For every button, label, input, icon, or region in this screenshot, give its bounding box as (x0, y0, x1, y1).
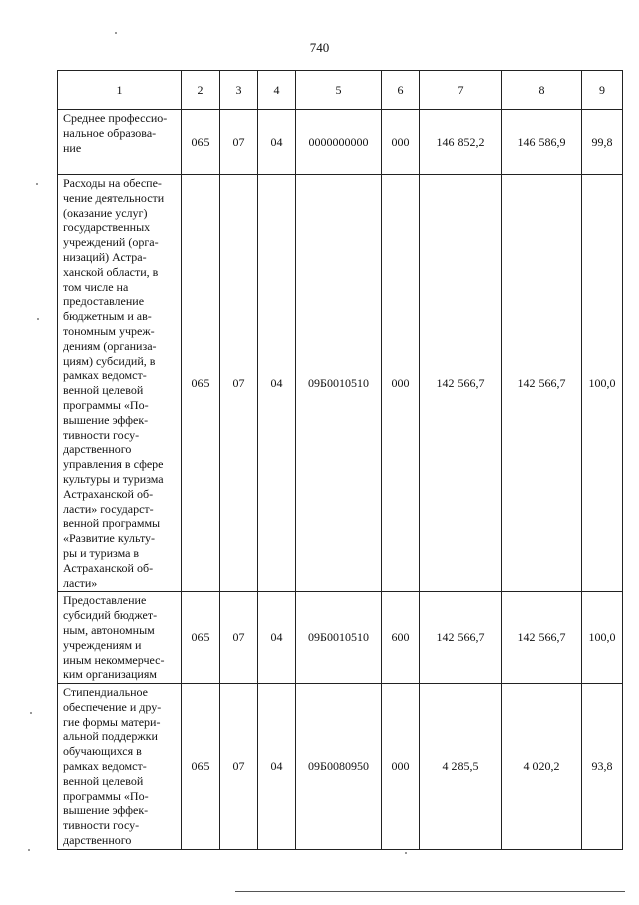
ministry-code: 065 (182, 684, 220, 850)
scan-speck (115, 32, 117, 34)
ministry-code: 065 (182, 592, 220, 684)
expense-type-code: 000 (382, 175, 420, 592)
target-article-code: 09Б0080950 (296, 684, 382, 850)
planned-amount: 4 285,5 (420, 684, 502, 850)
actual-amount: 4 020,2 (502, 684, 582, 850)
scan-speck (36, 183, 38, 185)
row-description: Предоставление субсидий бюджет- ным, автономным учреждениям и иным некоммерчес- ким организациям (58, 592, 182, 684)
execution-percent: 100,0 (582, 175, 623, 592)
table-row (58, 175, 623, 592)
subsection-code: 04 (258, 684, 296, 850)
section-code: 07 (220, 592, 258, 684)
target-article-code: 0000000000 (296, 110, 382, 175)
actual-amount: 142 566,7 (502, 592, 582, 684)
execution-percent: 99,8 (582, 110, 623, 175)
header-cell: 9 (582, 71, 623, 110)
planned-amount: 142 566,7 (420, 592, 502, 684)
section-code: 07 (220, 110, 258, 175)
execution-percent: 100,0 (582, 592, 623, 684)
header-row (58, 71, 623, 110)
execution-percent: 93,8 (582, 684, 623, 850)
scan-speck (405, 852, 407, 854)
budget-table (57, 70, 623, 850)
subsection-code: 04 (258, 592, 296, 684)
row-description: Среднее профессио- нальное образова- ние (58, 110, 182, 175)
planned-amount: 142 566,7 (420, 175, 502, 592)
table-row (58, 110, 623, 175)
header-cell: 3 (220, 71, 258, 110)
header-cell: 5 (296, 71, 382, 110)
table-row (58, 592, 623, 684)
expense-type-code: 000 (382, 110, 420, 175)
scan-speck (28, 849, 30, 851)
page-number: 740 (309, 40, 330, 55)
row-description: Расходы на обеспе- чение деятельности (оказание услуг) государственных учреждений (орга- низаций) Астра- ханской области, в том числе на предоставление бюджетным и ав- тономным учреж- дениям (организа- циям) субсидий, в рамках ведомст- венной целевой программы «По- вышение эффек- тивности госу- дарственного управления в сфере культуры и туризма Астраханской об- ласти» государст- венной программы «Развитие культу- ры и туризма в Астраханской об- ласти» (58, 175, 182, 592)
header-cell: 6 (382, 71, 420, 110)
header-cell: 1 (58, 71, 182, 110)
subsection-code: 04 (258, 110, 296, 175)
row-description: Стипендиальное обеспечение и дру- гие формы матери- альной поддержки обучающихся в рамках ведомст- венной целевой программы «По- вышение эффек- тивности госу- дарственного (58, 684, 182, 850)
header-cell: 8 (502, 71, 582, 110)
actual-amount: 146 586,9 (502, 110, 582, 175)
target-article-code: 09Б0010510 (296, 592, 382, 684)
scan-speck (30, 712, 32, 714)
header-cell: 2 (182, 71, 220, 110)
ministry-code: 065 (182, 110, 220, 175)
target-article-code: 09Б0010510 (296, 175, 382, 592)
planned-amount: 146 852,2 (420, 110, 502, 175)
header-cell: 7 (420, 71, 502, 110)
ministry-code: 065 (182, 175, 220, 592)
expense-type-code: 600 (382, 592, 420, 684)
section-code: 07 (220, 175, 258, 592)
expense-type-code: 000 (382, 684, 420, 850)
subsection-code: 04 (258, 175, 296, 592)
table-row (58, 684, 623, 850)
scan-speck (37, 318, 39, 320)
scan-edge-line (235, 891, 625, 892)
header-cell: 4 (258, 71, 296, 110)
actual-amount: 142 566,7 (502, 175, 582, 592)
section-code: 07 (220, 684, 258, 850)
